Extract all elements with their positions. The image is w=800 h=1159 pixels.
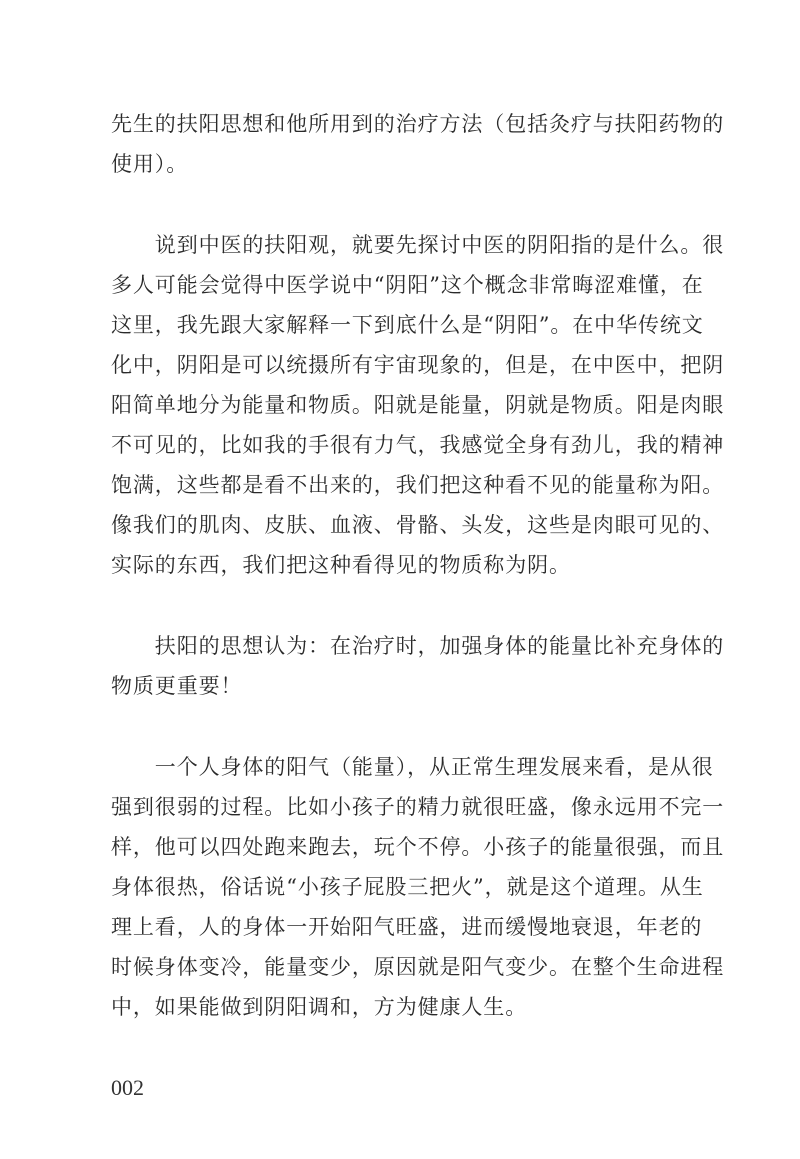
text-line: 阳简单地分为能量和物质。阳就是能量，阴就是物质。阳是肉眼 [111, 393, 725, 417]
page-number: 002 [111, 1075, 144, 1100]
text-line: 理上看，人的身体一开始阳气旺盛，进而缓慢地衰退，年老的 [111, 915, 703, 939]
text-line: 先生的扶阳思想和他所用到的治疗方法（包括灸疗与扶阳药物的 [111, 112, 725, 136]
text-line: 身体很热，俗话说“小孩子屁股三把火”，就是这个道理。从生 [111, 875, 704, 899]
text-line: 样，他可以四处跑来跑去，玩个不停。小孩子的能量很强，而且 [111, 835, 725, 859]
text-line: 化中，阴阳是可以统摄所有宇宙现象的，但是，在中医中，把阴 [111, 353, 725, 377]
text-line: 一个人身体的阳气（能量），从正常生理发展来看，是从很 [111, 755, 714, 779]
text-line: 使用）。 [111, 152, 189, 176]
text-line: 说到中医的扶阳观，就要先探讨中医的阴阳指的是什么。很 [111, 233, 725, 257]
text-line: 多人可能会觉得中医学说中“阴阳”这个概念非常晦涩难懂，在 [111, 273, 704, 297]
text-line: 物质更重要！ [111, 674, 243, 698]
text-line: 饱满，这些都是看不出来的，我们把这种看不见的能量称为阳。 [111, 473, 725, 497]
text-line: 时候身体变冷，能量变少，原因就是阳气变少。在整个生命进程 [111, 955, 725, 979]
text-line: 中，如果能做到阴阳调和，方为健康人生。 [111, 995, 528, 1019]
text-line: 强到很弱的过程。比如小孩子的精力就很旺盛，像永远用不完一 [111, 795, 725, 819]
text-line: 扶阳的思想认为：在治疗时，加强身体的能量比补充身体的 [111, 634, 725, 658]
text-line: 像我们的肌肉、皮肤、血液、骨骼、头发，这些是肉眼可见的、 [111, 513, 725, 537]
text-line: 这里，我先跟大家解释一下到底什么是“阴阳”。在中华传统文 [111, 313, 704, 337]
text-line: 不可见的，比如我的手很有力气，我感觉全身有劲儿，我的精神 [111, 433, 725, 457]
text-line: 实际的东西，我们把这种看得见的物质称为阴。 [111, 553, 571, 577]
